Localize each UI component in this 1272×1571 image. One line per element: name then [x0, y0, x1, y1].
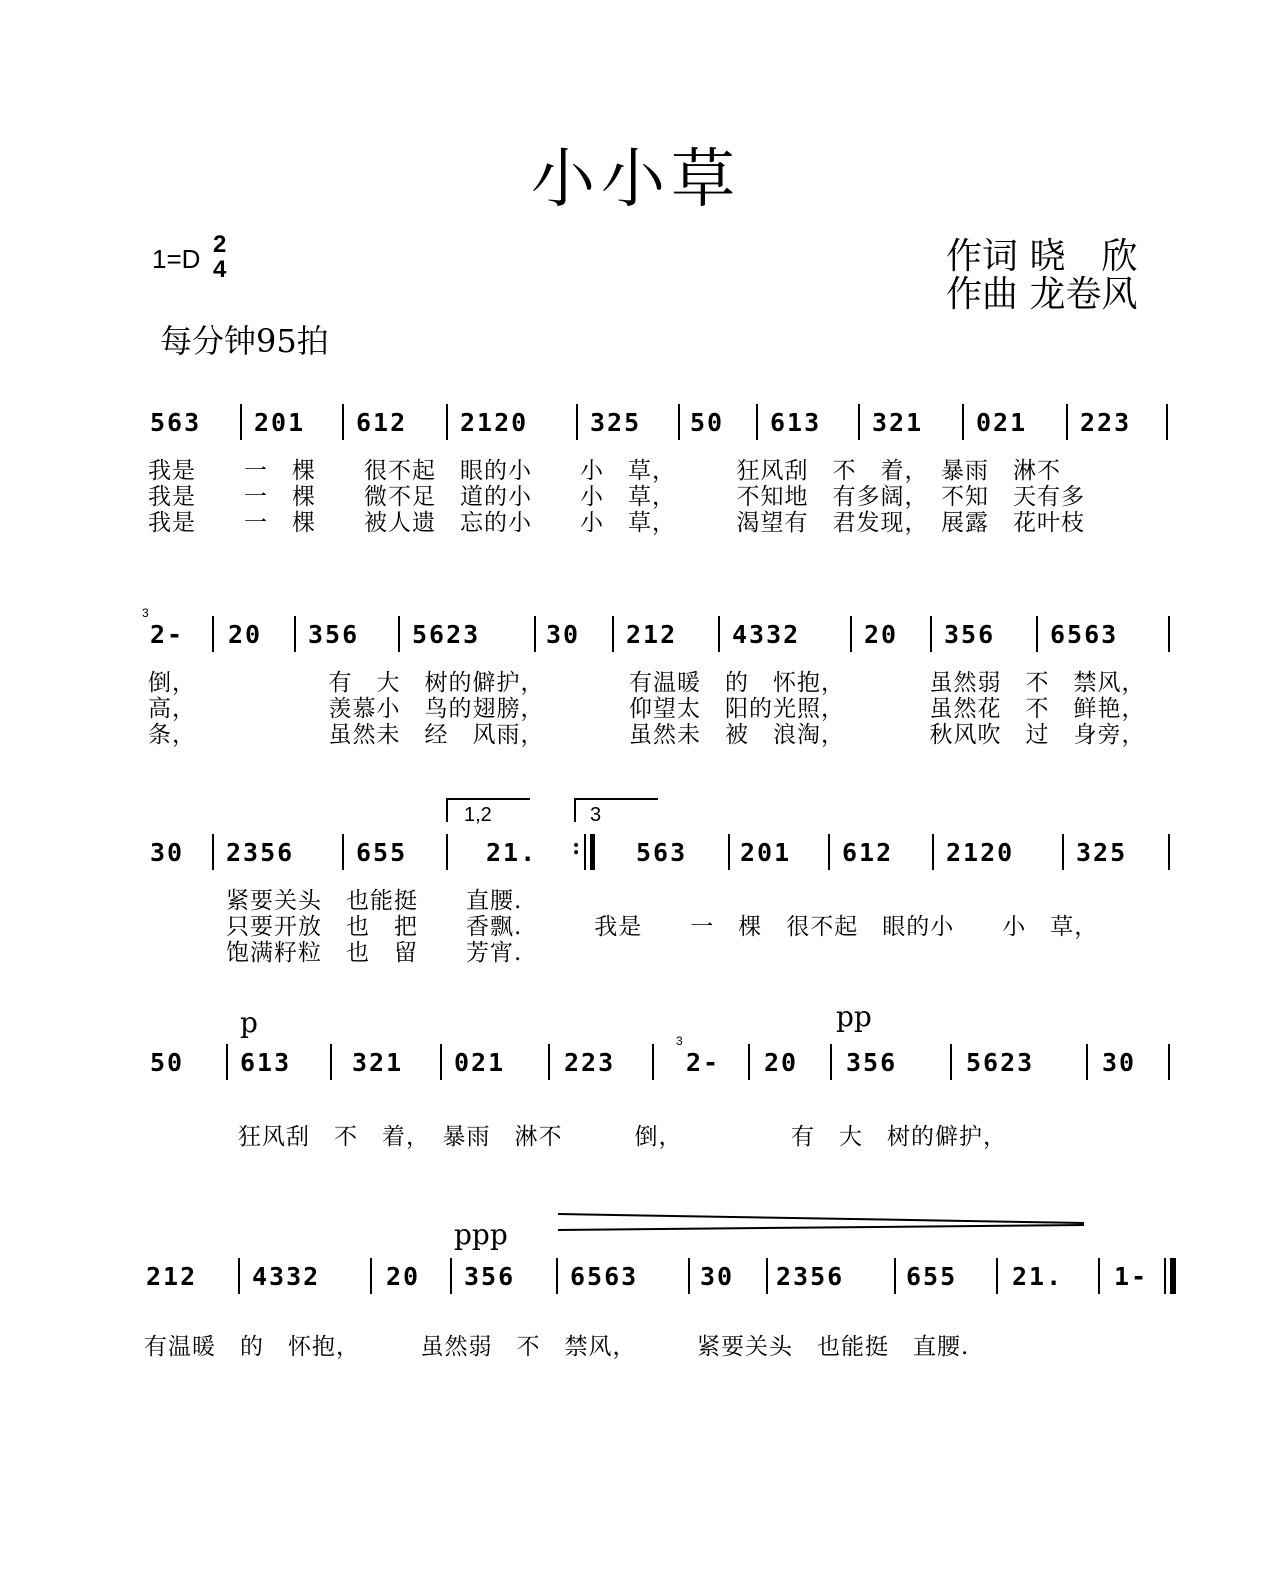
dynamic-marking: p — [240, 1006, 258, 1039]
triplet-mark: 3 — [142, 606, 149, 620]
measure: 2- — [150, 620, 185, 649]
barline — [678, 404, 680, 440]
dynamic-marking: ppp — [454, 1218, 508, 1251]
measure: 212 — [146, 1262, 198, 1291]
barline — [240, 404, 242, 440]
barline — [446, 834, 448, 870]
barline — [728, 834, 730, 870]
decrescendo-hairpin — [556, 1208, 1086, 1234]
barline — [370, 1258, 372, 1294]
barline — [850, 616, 852, 652]
barline — [534, 616, 536, 652]
repeat-dots: : — [572, 834, 581, 860]
measure: 021 — [454, 1048, 506, 1077]
barline — [398, 616, 400, 652]
barline — [1062, 834, 1064, 870]
barline — [894, 1258, 896, 1294]
barline — [556, 1258, 558, 1294]
barline — [212, 834, 214, 870]
lyric-line: 我是 一 棵 很不起 眼的小 小 草， 狂风刮 不 着， 暴雨 淋不 — [148, 458, 1061, 484]
measure: 325 — [590, 408, 642, 437]
measure: 655 — [906, 1262, 958, 1291]
barline — [652, 1044, 654, 1080]
barline — [756, 404, 758, 440]
volta-label-1: 1,2 — [464, 804, 492, 826]
barline — [212, 616, 214, 652]
barline — [1066, 404, 1068, 440]
measure: 356 — [846, 1048, 898, 1077]
lyricist-credit: 作词 晓 欣 — [946, 236, 1138, 277]
measure: 563 — [636, 838, 688, 867]
repeat-barline-thin — [584, 834, 586, 870]
measure: 356 — [944, 620, 996, 649]
barline — [748, 1044, 750, 1080]
measure: 612 — [842, 838, 894, 867]
measure: 201 — [740, 838, 792, 867]
barline — [612, 616, 614, 652]
measure: 21. — [486, 838, 538, 867]
barline — [440, 1044, 442, 1080]
tempo-marking: 每分钟95拍 — [160, 322, 329, 360]
measure: 4332 — [252, 1262, 321, 1291]
barline — [718, 616, 720, 652]
barline — [930, 616, 932, 652]
measure: 2356 — [226, 838, 295, 867]
measure: 2356 — [776, 1262, 845, 1291]
barline — [1036, 616, 1038, 652]
barline — [1168, 616, 1170, 652]
measure: 356 — [308, 620, 360, 649]
lyric-line: 紧要关头 也能挺 直腰. — [226, 888, 523, 914]
lyric-line: 狂风刮 不 着， 暴雨 淋不 倒， 有 大 树的僻护， — [238, 1124, 1007, 1150]
lyric-line: 有温暖 的 怀抱， 虽然弱 不 禁风， 紧要关头 也能挺 直腰. — [144, 1334, 970, 1360]
barline — [1168, 834, 1170, 870]
measure: 20 — [764, 1048, 799, 1077]
measure: 356 — [464, 1262, 516, 1291]
measure: 50 — [150, 1048, 185, 1077]
song-title: 小小草 — [531, 143, 741, 217]
measure: 2120 — [946, 838, 1015, 867]
measure: 563 — [150, 408, 202, 437]
lyric-line: 只要开放 也 把 香飘. 我是 一 棵 很不起 眼的小 小 草， — [226, 914, 1099, 940]
measure: 612 — [356, 408, 408, 437]
measure: 321 — [352, 1048, 404, 1077]
measure: 1- — [1114, 1262, 1149, 1291]
barline — [828, 834, 830, 870]
final-barline-thick — [1170, 1258, 1176, 1294]
measure: 21. — [1012, 1262, 1064, 1291]
measure: 4332 — [732, 620, 801, 649]
lyric-line: 我是 一 棵 被人遗 忘的小 小 草， 渴望有 君发现， 展露 花叶枝 — [148, 510, 1085, 536]
measure: 5623 — [412, 620, 481, 649]
volta-bracket-2 — [574, 798, 658, 822]
repeat-barline-thick — [590, 834, 595, 870]
barline — [330, 1044, 332, 1080]
barline — [1086, 1044, 1088, 1080]
measure: 30 — [150, 838, 185, 867]
barline — [1098, 1258, 1100, 1294]
barline — [950, 1044, 952, 1080]
lyric-line: 倒， 有 大 树的僻护， 有温暖 的 怀抱， 虽然弱 不 禁风， — [148, 670, 1146, 696]
measure: 223 — [1080, 408, 1132, 437]
triplet-mark: 3 — [676, 1034, 683, 1048]
measure: 655 — [356, 838, 408, 867]
measure: 50 — [690, 408, 725, 437]
measure: 6563 — [570, 1262, 639, 1291]
lyric-line: 条， 虽然未 经 风雨， 虽然未 被 浪淘， 秋风吹 过 身旁， — [148, 722, 1146, 748]
barline — [294, 616, 296, 652]
measure: 30 — [546, 620, 581, 649]
time-signature-bottom: 4 — [213, 256, 227, 283]
barline — [446, 404, 448, 440]
barline — [576, 404, 578, 440]
barline — [1168, 1044, 1170, 1080]
time-signature-top: 2 — [213, 231, 227, 258]
barline — [830, 1044, 832, 1080]
measure: 212 — [626, 620, 678, 649]
measure: 2- — [686, 1048, 721, 1077]
measure: 613 — [240, 1048, 292, 1077]
measure: 20 — [386, 1262, 421, 1291]
measure: 30 — [700, 1262, 735, 1291]
measure: 325 — [1076, 838, 1128, 867]
volta-label-2: 3 — [590, 804, 602, 826]
measure: 5623 — [966, 1048, 1035, 1077]
time-signature — [213, 232, 226, 282]
barline — [858, 404, 860, 440]
measure: 321 — [872, 408, 924, 437]
barline — [342, 834, 344, 870]
barline — [766, 1258, 768, 1294]
measure: 021 — [976, 408, 1028, 437]
measure: 20 — [228, 620, 263, 649]
barline — [996, 1258, 998, 1294]
lyric-line: 我是 一 棵 微不足 道的小 小 草， 不知地 有多阔， 不知 天有多 — [148, 484, 1085, 510]
lyric-line: 饱满籽粒 也 留 芳宵. — [226, 940, 523, 966]
measure: 201 — [254, 408, 306, 437]
barline — [932, 834, 934, 870]
final-barline-thin — [1164, 1258, 1166, 1294]
measure: 2120 — [460, 408, 529, 437]
measure: 6563 — [1050, 620, 1119, 649]
barline — [450, 1258, 452, 1294]
barline — [962, 404, 964, 440]
key-signature: 1=D — [152, 244, 201, 274]
barline — [548, 1044, 550, 1080]
measure: 223 — [564, 1048, 616, 1077]
barline — [688, 1258, 690, 1294]
barline — [226, 1044, 228, 1080]
measure: 20 — [864, 620, 899, 649]
barline — [342, 404, 344, 440]
lyric-line: 高， 羡慕小 鸟的翅膀， 仰望太 阳的光照， 虽然花 不 鲜艳， — [148, 696, 1146, 722]
dynamic-marking: pp — [836, 1000, 872, 1033]
measure: 30 — [1102, 1048, 1137, 1077]
barline — [1166, 404, 1168, 440]
measure: 613 — [770, 408, 822, 437]
composer-credit: 作曲 龙卷风 — [946, 274, 1138, 315]
barline — [238, 1258, 240, 1294]
